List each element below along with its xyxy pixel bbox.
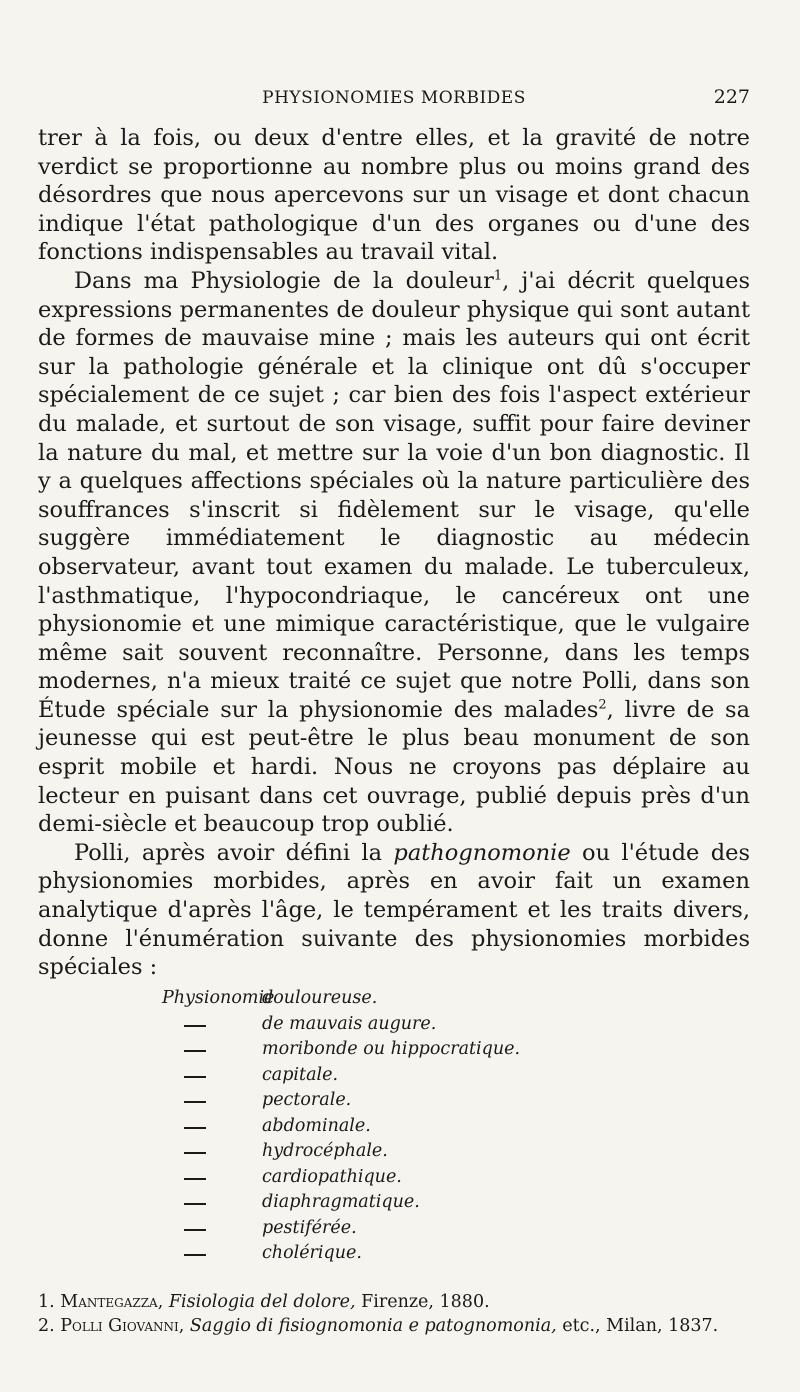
paragraph-2: [38, 267, 750, 839]
list-item: [0, 1139, 800, 1165]
list-head-term: douloureuse.: [262, 988, 378, 1008]
ditto-dash: [184, 1152, 206, 1154]
paragraph-2-part-a: Dans ma Physiologie de la douleur: [74, 267, 494, 294]
list-head-row: [0, 986, 800, 1012]
list-item-term: diaphragmatique.: [262, 1192, 420, 1212]
list-item-term: cholérique.: [262, 1243, 362, 1263]
footnote-2-author: Polli Giovanni,: [60, 1316, 185, 1336]
ditto-dash: [184, 1178, 206, 1180]
paragraph-2-part-c: , livre de sa jeunesse qui est peut-être le plus beau monument de son esprit mobile et hardi. Nous ne croyons pas déplaire au lecteur en puisant dans cet ouvrage, publié depuis près d'un demi-siècle et beaucoup trop oublié.: [38, 696, 750, 838]
body-text: [38, 124, 750, 982]
footnote-1-rest: Firenze, 1880.: [361, 1292, 490, 1312]
running-title: PHYSIONOMIES MORBIDES: [262, 88, 526, 108]
list-item-term: pestiférée.: [262, 1217, 357, 1238]
list-item-term: de mauvais augure.: [262, 1013, 437, 1034]
footnotes: [38, 1290, 750, 1338]
ditto-dash: [184, 1203, 206, 1205]
list-item: [0, 1063, 800, 1089]
footnote-ref-1: 1: [493, 268, 503, 284]
list-item-term: capitale.: [262, 1064, 339, 1085]
list-item: [0, 1241, 800, 1267]
list-item: [0, 1088, 800, 1114]
footnote-1: [38, 1290, 750, 1314]
ditto-dash: [184, 1101, 206, 1103]
footnote-1-author: Mantegazza,: [60, 1292, 164, 1312]
paragraph-3-part-b: ou l'étude des physionomies morbides, après en avoir fait un examen analytique d'après l'âge, le tempérament et les traits divers, donne l'énumération suivante des physionomies morbides spéciales :: [38, 839, 750, 981]
paragraph-3: [38, 839, 750, 982]
physiognomy-list: [0, 986, 800, 1267]
footnote-2-number: 2.: [38, 1316, 55, 1336]
paragraph-3-term: pathognomonie: [393, 839, 571, 866]
list-head-label: Physionomie: [162, 988, 275, 1008]
list-item: [0, 1216, 800, 1242]
footnote-2-title: Saggio di fisiognomonia e patognomonia,: [189, 1316, 557, 1336]
page-header: [38, 84, 750, 114]
paragraph-3-part-a: Polli, après avoir défini la: [74, 839, 394, 866]
list-item-term: abdominale.: [262, 1115, 371, 1136]
ditto-dash: [184, 1076, 206, 1078]
list-item: [0, 1165, 800, 1191]
list-item-term: moribonde ou hippocratique.: [262, 1039, 521, 1059]
footnote-1-title: Fisiologia del dolore,: [168, 1292, 356, 1312]
list-item-term: cardiopathique.: [262, 1166, 402, 1187]
ditto-dash: [184, 1025, 206, 1027]
ditto-dash: [184, 1229, 206, 1231]
list-item-term: hydrocéphale.: [262, 1141, 388, 1161]
ditto-dash: [184, 1127, 206, 1129]
list-item: [0, 1114, 800, 1140]
footnote-ref-2: 2: [598, 697, 607, 713]
list-item: [0, 1012, 800, 1038]
list-item: [0, 1037, 800, 1063]
paragraph-2-part-b: , j'ai décrit quelques expressions permanentes de douleur physique qui sont autant de formes de mauvaise mine ; mais les auteurs qui ont écrit sur la pathologie générale et la clinique ont dû s'occuper spécialement de ce sujet ; car bien des fois l'aspect extérieur du malade, et surtout de son visage, suffit pour faire deviner la nature du mal, et mettre sur la voie d'un bon diagnostic. Il y a quelques affections spéciales où la nature particulière des souffrances s'inscrit si fidèlement sur le visage, qu'elle suggère immédiatement le diagnostic au médecin observateur, avant tout examen du malade. Le tuberculeux, l'asthmatique, l'hypocondriaque, le cancéreux ont une physionomie et une mimique caractéristique, que le vulgaire même sait souvent reconnaître. Personne, dans les temps modernes, n'a mieux traité ce sujet que notre Polli, dans son Étude spéciale sur la physionomie des malades: [38, 267, 750, 723]
footnote-1-number: 1.: [38, 1292, 55, 1312]
ditto-dash: [184, 1254, 206, 1256]
ditto-dash: [184, 1050, 206, 1052]
paragraph-1: trer à la fois, ou deux d'entre elles, et la gravité de notre verdict se proportionne au nombre plus ou moins grand des désordres que nous apercevons sur un visage et dont chacun indique l'état pathologique d'un des organes ou d'une des fonctions indispensables au travail vital.: [38, 125, 750, 266]
list-item: [0, 1190, 800, 1216]
list-item-term: pectorale.: [262, 1090, 352, 1110]
page-number: 227: [713, 86, 750, 108]
footnote-2-rest: etc., Milan, 1837.: [562, 1316, 719, 1336]
footnote-2: [38, 1314, 750, 1338]
